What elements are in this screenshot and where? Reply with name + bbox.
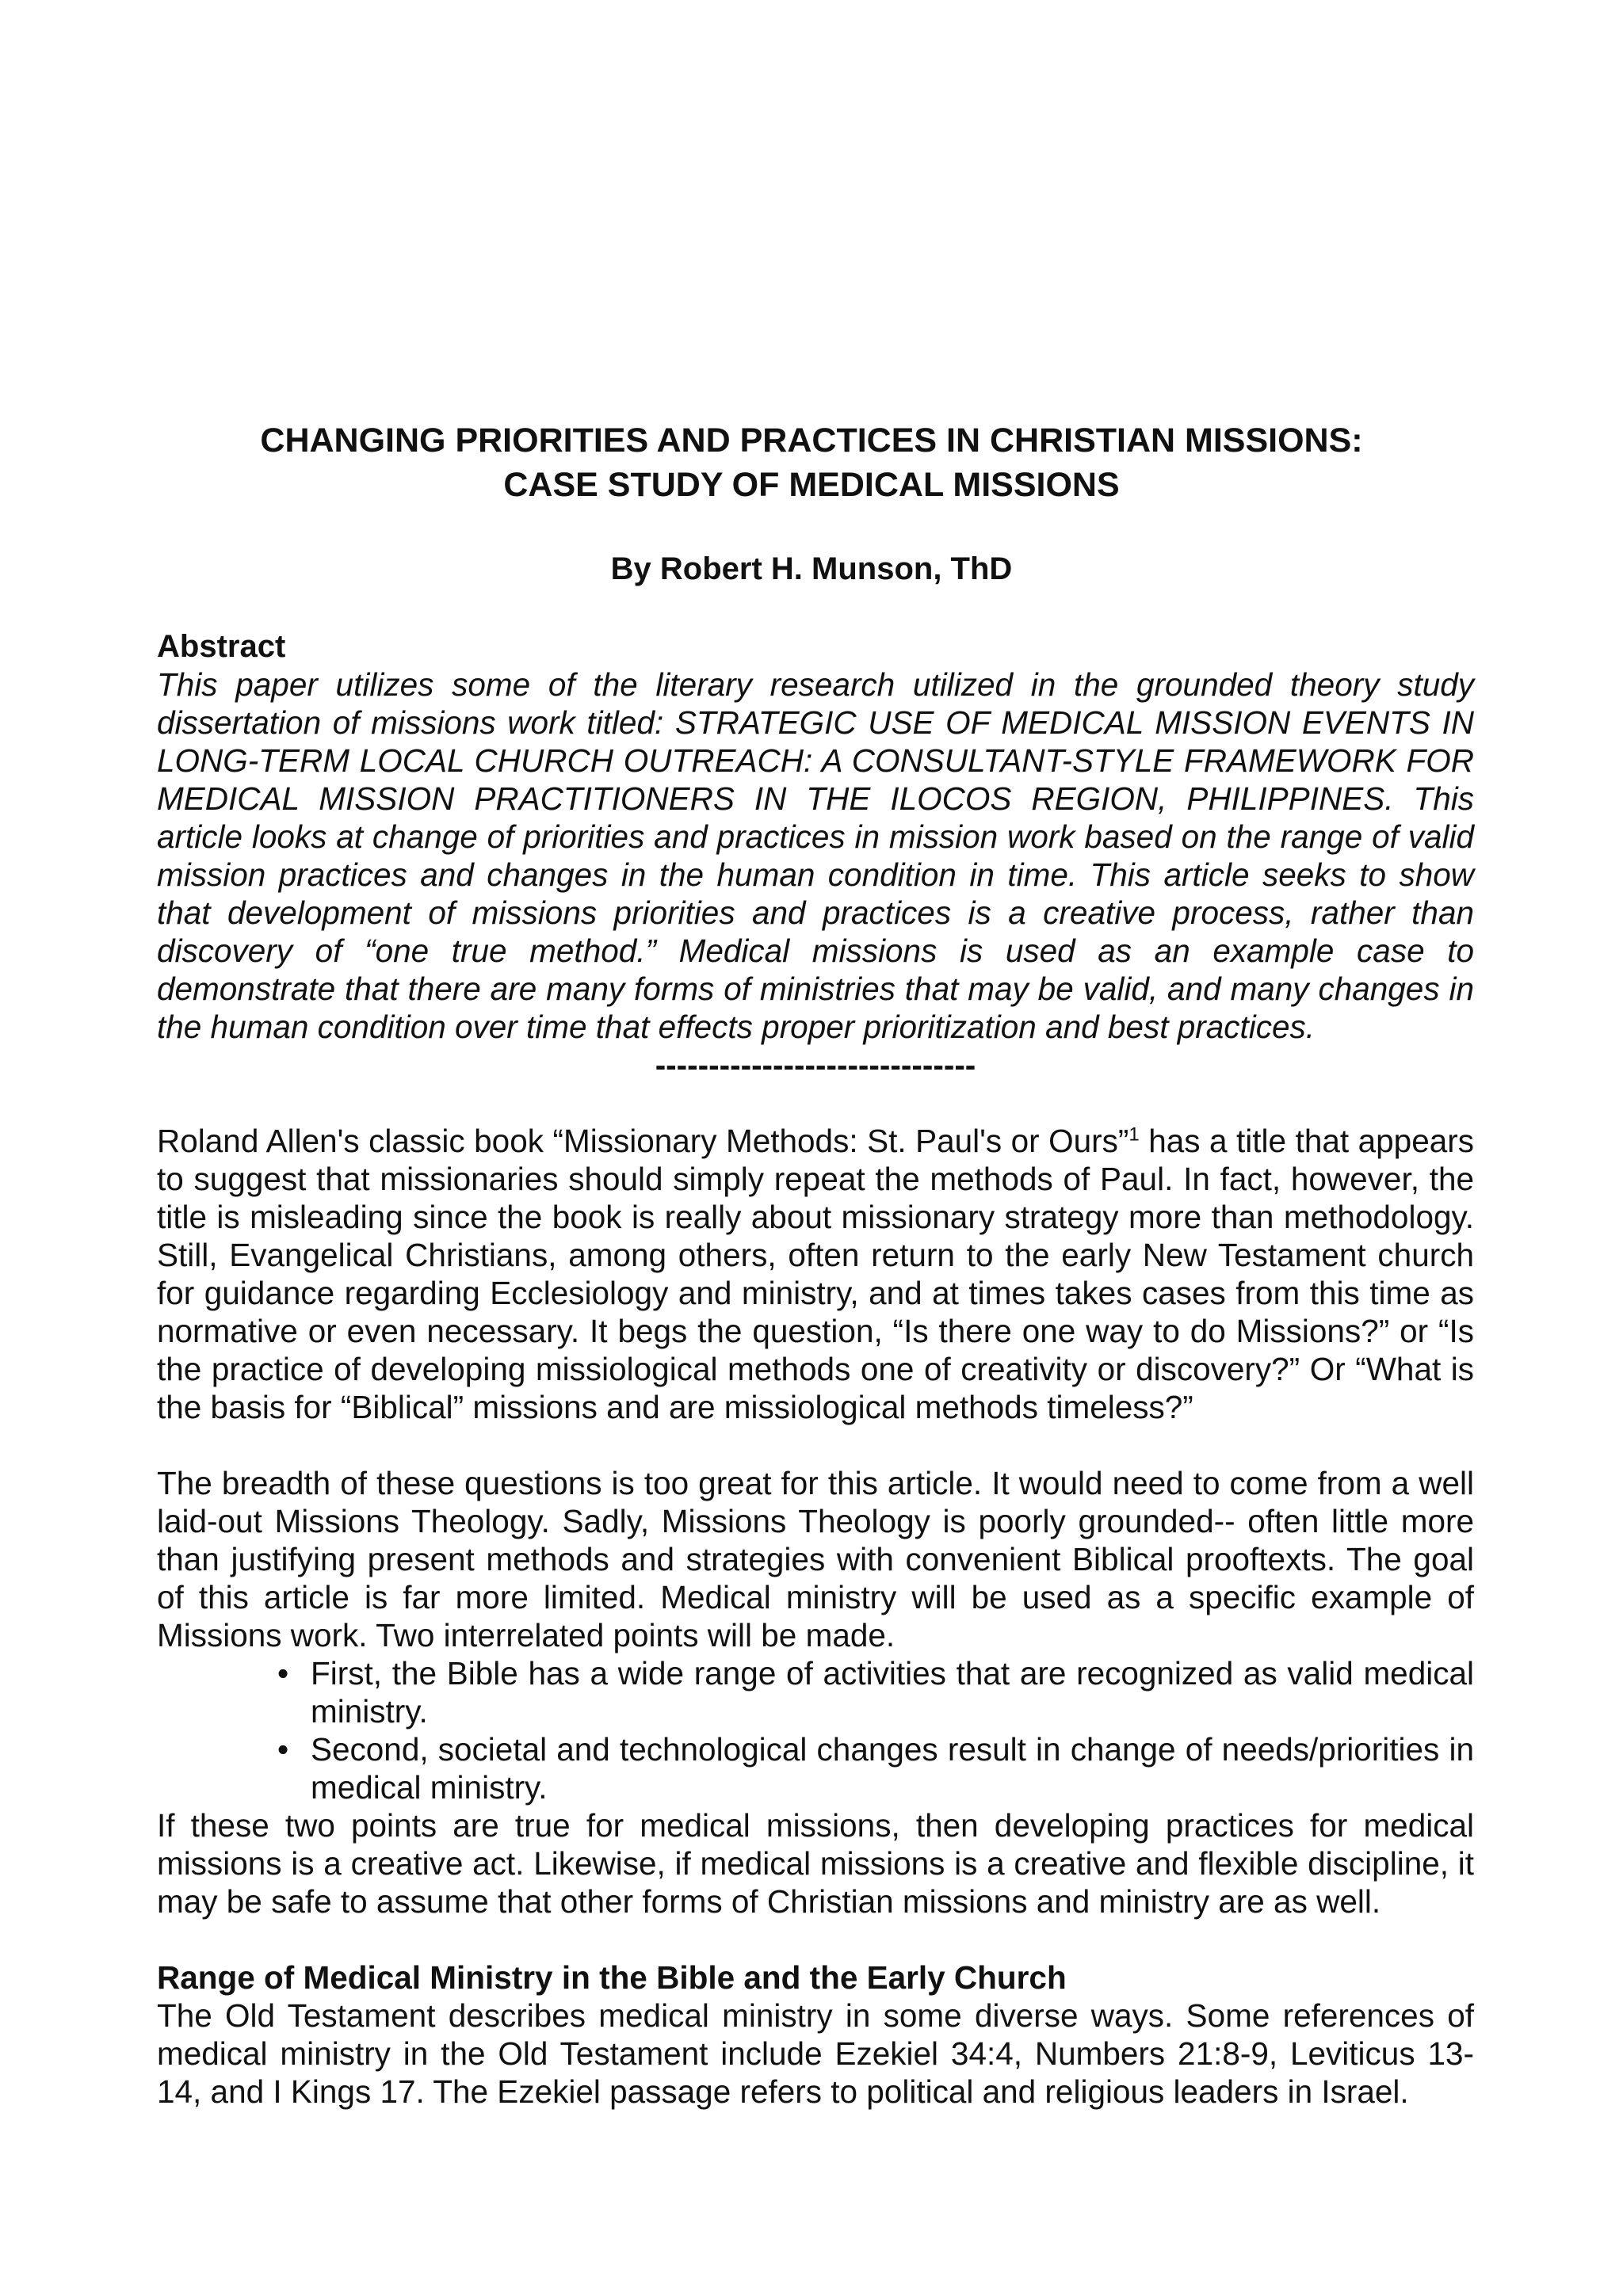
list-item: [277, 1654, 1474, 1730]
title-line-1: CHANGING PRIORITIES AND PRACTICES IN CHRISTIAN MISSIONS:: [260, 421, 1363, 460]
abstract-text: This paper utilizes some of the literary research utilized in the grounded theory study dissertation of missions work titled: STRATEGIC USE OF MEDICAL MISSION EVENTS IN LONG-TERM LOCAL CHURCH OUTREACH: A CONSULTANT-STYLE FRAMEWORK FOR MEDICAL MISSION PRACTITIONERS IN THE ILOCOS REGION, PHILIPPINES. This article looks at change of priorities and practices in mission work based on the range of valid mission practices and changes in the human condition in time. This article seeks to show that development of missions priorities and practices is a creative process, rather than discovery of “one true method.” Medical missions is used as an example case to demonstrate that there are many forms of ministries that may be valid, and many changes in the human condition over time that effects proper prioritization and best practices.: [157, 666, 1474, 1045]
footnote-marker[interactable]: 1: [1128, 1123, 1140, 1146]
author-byline: By Robert H. Munson, ThD: [610, 551, 1013, 586]
list-item: [277, 1730, 1474, 1806]
points-list: [157, 1654, 1474, 1806]
abstract-heading: Abstract: [157, 629, 286, 664]
section-divider: ------------------------------: [655, 1047, 976, 1083]
paragraph-intro-text-cont: has a title that appears to suggest that missionaries should simply repeat the methods of Paul. In fact, however, the title is misleading since the book is really about missionary strategy more than methodology. Still, Evangelical Christians, among others, often return to the early New Testament church for guidance regarding Ecclesiology and ministry, and at times takes cases from this time as normative or even necessary. It begs the question, “Is there one way to do Missions?” or “Is the practice of developing missiological methods one of creativity or discovery?” Or “What is the basis for “Biblical” missions and are missiological methods timeless?”: [157, 1123, 1474, 1425]
spacer: [157, 1426, 1474, 1464]
list-item-text: First, the Bible has a wide range of activities that are recognized as valid medical ministry.: [311, 1655, 1474, 1730]
document-body: [157, 627, 1474, 2111]
section-heading: Range of Medical Ministry in the Bible and the Early Church: [157, 1959, 1067, 1996]
section-paragraph: The Old Testament describes medical ministry in some diverse ways. Some references of medical ministry in the Old Testament include Ezekiel 34:4, Numbers 21:8-9, Leviticus 13-14, and I Kings 17. The Ezekiel passage refers to political and religious leaders in Israel.: [157, 1997, 1474, 2110]
title-line-2: CASE STUDY OF MEDICAL MISSIONS: [503, 466, 1120, 504]
spacer: [157, 1084, 1474, 1122]
paragraph-scope: The breadth of these questions is too great for this article. It would need to come from a well laid-out Missions Theology. Sadly, Missions Theology is poorly grounded-- often little more than justifying present methods and strategies with convenient Biblical prooftexts. The goal of this article is far more limited. Medical ministry will be used as a specific example of Missions work. Two interrelated points will be made.: [157, 1465, 1474, 1653]
paragraph-intro: [157, 1122, 1474, 1426]
list-item-text: Second, societal and technological changes result in change of needs/priorities in medical ministry.: [311, 1731, 1474, 1806]
paragraph-conclusion: If these two points are true for medical missions, then developing practices for medical missions is a creative act. Likewise, if medical missions is a creative and flexible discipline, it may be safe to assume that other forms of Christian missions and ministry are as well.: [157, 1807, 1474, 1920]
spacer: [157, 1920, 1474, 1958]
paper-title: [119, 418, 1504, 507]
bullet-icon: •: [277, 1655, 289, 1691]
paragraph-intro-text: Roland Allen's classic book “Missionary Methods: St. Paul's or Ours”: [157, 1123, 1129, 1159]
bullet-icon: •: [277, 1731, 289, 1768]
